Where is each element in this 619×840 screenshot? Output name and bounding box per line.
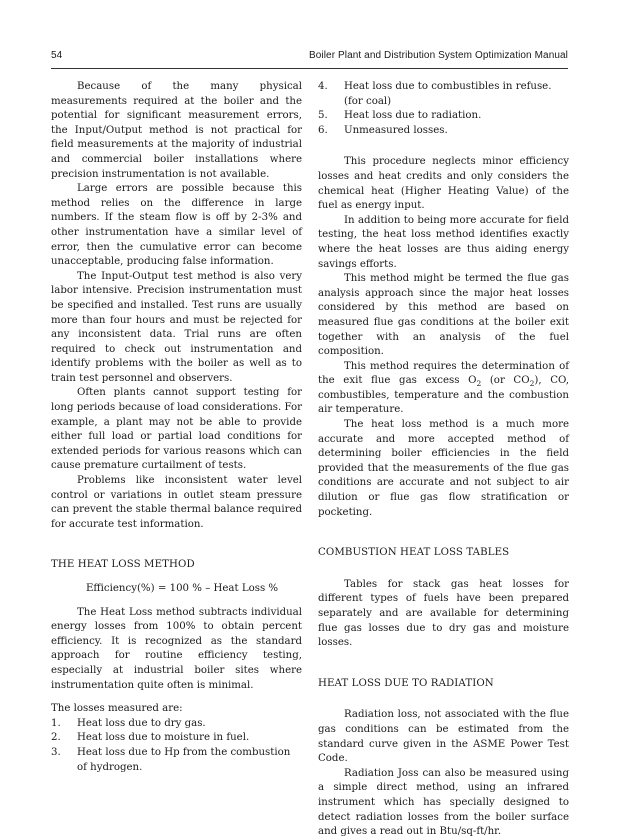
section-heading-heat-loss: THE HEAT LOSS METHOD [51,559,195,571]
list-number: 4. [318,81,328,92]
list-item [51,746,302,775]
page-number: 54 [51,50,63,61]
running-title: Boiler Plant and Distribution System Optimization Manual [308,50,568,61]
list-text: Unmeasured losses. [344,124,448,136]
section-heading-radiation: HEAT LOSS DUE TO RADIATION [318,677,494,689]
paragraph: This method might be termed the flue gas analysis approach since the major heat losses considered by this method are based on measured flue gas conditions at the boiler exit together with an analysis of the fuel composition. [318,273,569,358]
right-column [318,80,569,840]
subscript: 2 [529,379,535,389]
paragraph: In addition to being more accurate for field testing, the heat loss method identifies exactly where the heat losses are thus aiding energy savings efforts. [318,214,569,270]
paragraph: Radiation Joss can also be measured using a simple direct method, using an infrared instrument which has specially designed to detect radiation losses from the boiler surface and gives a read out in Btu/sq-ft/hr. [318,767,569,838]
list-number: 5. [318,110,328,122]
list-item [318,109,569,124]
list-number: 2. [51,732,61,744]
text-run: This method requires the determination of the exit flue gas excess O [318,360,569,387]
list-item [51,731,302,746]
paragraph: Often plants cannot support testing for long periods because of load considerations. For example, a plant may not be able to provide either full load or partial load conditions for extended periods for various reasons which can cause premature curtailment of tests. [51,387,302,472]
list-item [318,80,569,109]
paragraph-exit-gas [318,360,569,418]
section-heading-tables: COMBUSTION HEAT LOSS TABLES [318,547,510,559]
text-run: ), CO, combustibles, temperature and the combustion air temperature. [318,375,569,416]
paragraph: Because of the many physical measurements required at the boiler and the potential for significant measurement errors, the Input/Output method is not practical for field measurements at the majority of industrial and commercial boiler installations where precision instrumentation is not available. [51,81,302,180]
header-rule [51,68,568,69]
subscript: 2 [476,379,482,389]
paragraph: This procedure neglects minor efficiency losses and heat credits and only considers the chemical heat (Higher Heating Value) of the fuel as energy input. [318,156,569,212]
list-number: 3. [51,746,61,758]
list-text: Heat loss due to moisture in fuel. [77,732,250,744]
text-run: (or CO [481,375,530,387]
losses-intro: The losses measured are: [51,703,183,715]
paragraph: Radiation loss, not associated with the flue gas conditions can be estimated from the standard curve given in the ASME Power Test Code. [318,709,569,765]
list-number: 6. [318,124,328,136]
paragraph: Tables for stack gas heat losses for different types of fuels have been prepared separately and are available for determining flue gas losses due to dry gas and moisture losses. [318,578,569,649]
efficiency-formula: Efficiency(%) = 100 % – Heat Loss % [86,583,279,594]
paragraph: The Heat Loss method subtracts individual energy losses from 100% to obtain percent efficiency. It is recognized as the standard approach for routine efficiency testing, especially at industrial boiler sites where instrumentation quite often is minimal. [51,606,302,691]
list-item [51,717,302,732]
list-text: Heat loss due to dry gas. [77,717,206,729]
page-header [51,50,568,61]
list-text: Heat loss due to radiation. [344,110,482,122]
losses-list-continued [318,80,569,138]
paragraph: Problems like inconsistent water level control or variations in outlet steam pressure can prevent the stable thermal balance required for accurate test information. [51,475,302,530]
list-text: Heat loss due to Hp from the combustion of hydrogen. [77,746,291,773]
list-number: 1. [51,717,61,729]
paragraph: The heat loss method is a much more accurate and more accepted method of determining boiler efficiencies in the field provided that the measurements of the flue gas conditions are accurate and not subject to air dilution or flue gas flow stratification or pocketing. [318,419,569,518]
paragraph: The Input-Output test method is also very labor intensive. Precision instrumentation must be specified and installed. Test runs are usually more than four hours and must be rejected for any inconsistent data. Trial runs are often required to check out instrumentation and identify problems with the boiler as well as to train test personnel and observers. [51,270,302,384]
left-column [51,80,302,775]
paragraph: Large errors are possible because this method relies on the difference in large numbers. If the steam flow is off by 2-3% and other instrumentation have a similar level of error, then the cumulative error can become unacceptable, producing false information. [51,183,302,268]
losses-list [51,717,302,775]
list-item [318,124,569,139]
list-text: Heat loss due to combustibles in refuse. (for coal) [344,81,552,107]
